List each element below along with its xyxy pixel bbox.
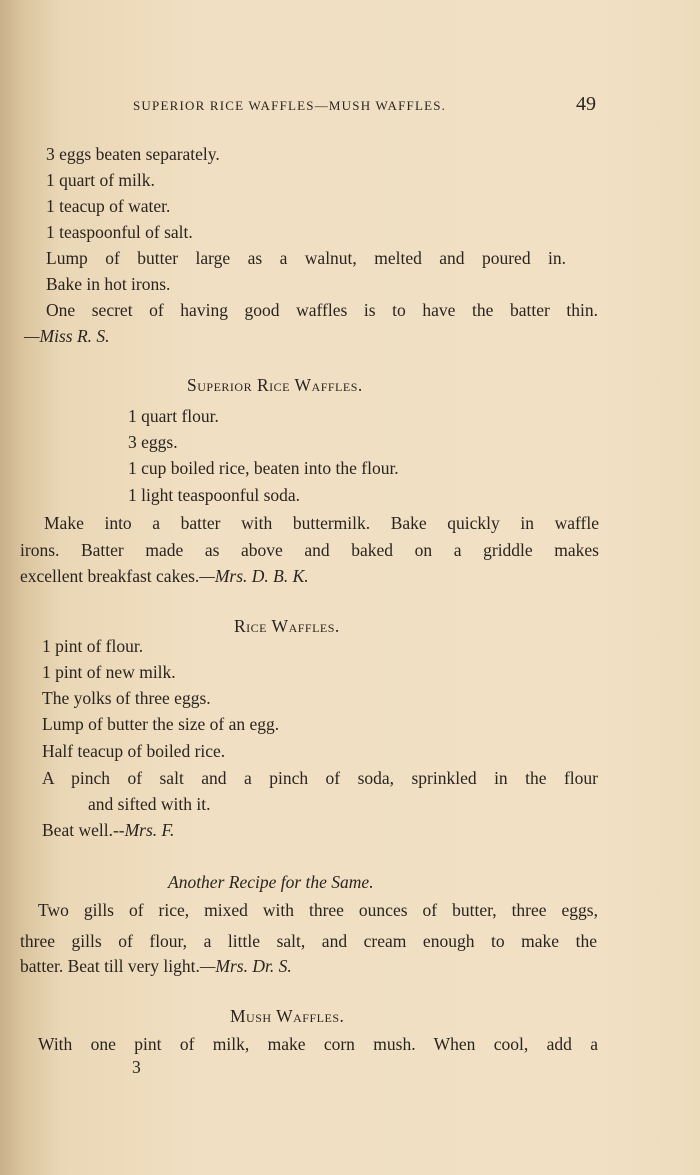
recipe-line: The yolks of three eggs.: [42, 688, 211, 708]
recipe-line: 1 teacup of water.: [46, 196, 171, 216]
paragraph-line: With one pint of milk, make corn mush. When cool, add a: [38, 1034, 598, 1054]
recipe-line: Lump of butter large as a walnut, melted and poured in.: [46, 248, 566, 268]
recipe-line: Half teacup of boiled rice.: [42, 741, 226, 761]
paragraph-line: Make into a batter with buttermilk. Bake quickly in waffle: [44, 513, 599, 533]
recipe-line: and sifted with it.: [88, 794, 211, 814]
recipe-line: One secret of having good waffles is to have the batter thin.: [46, 300, 598, 320]
recipe-title: Another Recipe for the Same.: [168, 872, 374, 892]
paragraph-line: excellent breakfast cakes.: [20, 566, 200, 586]
recipe-title: Superior Rice Waffles.: [187, 375, 363, 395]
recipe-line: Beat well.--: [42, 820, 125, 840]
recipe-title: Rice Waffles.: [234, 616, 340, 636]
recipe-line: A pinch of salt and a pinch of soda, sprinkled in the flour: [42, 768, 598, 788]
paragraph-line: batter. Beat till very light.: [20, 956, 200, 976]
attribution: —Mrs. Dr. S.: [199, 956, 292, 976]
ingredient: 1 light teaspoonful soda.: [128, 485, 301, 505]
paragraph-line: irons. Batter made as above and baked on a griddle makes: [20, 540, 599, 560]
page-number: 49: [576, 93, 596, 115]
recipe-title: Mush Waffles.: [230, 1006, 345, 1026]
recipe-line: 1 pint of flour.: [42, 636, 144, 656]
recipe-line: Lump of butter the size of an egg.: [42, 714, 280, 734]
attribution: —Miss R. S.: [24, 326, 110, 346]
paragraph-line: Two gills of rice, mixed with three ounces of butter, three eggs,: [38, 900, 598, 920]
running-title: SUPERIOR RICE WAFFLES—MUSH WAFFLES.: [133, 98, 447, 113]
recipe-line: 1 quart of milk.: [46, 170, 155, 190]
signature-mark: 3: [132, 1057, 141, 1077]
recipe-line: 1 pint of new milk.: [42, 662, 176, 682]
ingredient: 3 eggs.: [128, 432, 178, 452]
paragraph-line: three gills of flour, a little salt, and cream enough to make the: [20, 931, 597, 951]
attribution: —Mrs. D. B. K.: [199, 566, 309, 586]
attribution: Mrs. F.: [124, 820, 175, 840]
recipe-line: 3 eggs beaten separately.: [46, 144, 220, 164]
recipe-line: 1 teaspoonful of salt.: [46, 222, 193, 242]
ingredient: 1 cup boiled rice, beaten into the flour.: [128, 458, 399, 478]
recipe-line: Bake in hot irons.: [46, 274, 171, 294]
ingredient: 1 quart flour.: [128, 406, 219, 426]
